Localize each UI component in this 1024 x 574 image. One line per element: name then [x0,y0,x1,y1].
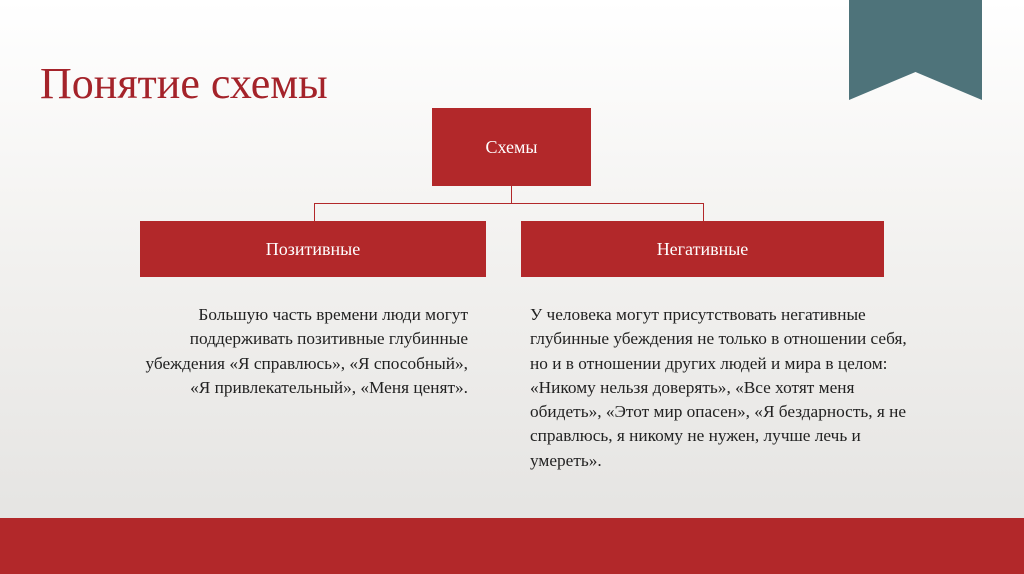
text-line: глубинные убеждения не только в отношении себя, [530,329,907,349]
diagram-root-box [432,108,591,186]
text-line: «Никому нельзя доверять», «Все хотят меня [530,377,855,397]
text-line: умереть». [530,450,602,470]
connector-right [703,203,704,221]
text-line: «Я привлекательный», «Меня ценят». [190,377,468,397]
slide-title: Понятие схемы [40,59,328,108]
diagram-negative-box [521,221,884,277]
connector-vertical-root [511,186,512,204]
diagram-root-label: Схемы [485,136,538,157]
text-line: убеждения «Я справлюсь», «Я способный», [145,353,468,373]
text-line: Большую часть времени люди могут [198,305,468,324]
diagram-positive-box [140,221,486,277]
diagram-positive-label: Позитивные [265,238,361,259]
diagram-negative-label: Негативные [656,238,749,259]
text-line: У человека могут присутствовать негативные [530,305,866,324]
text-line: справлюсь, я никому не нужен, лучше лечь и [530,426,861,446]
text-line: обидеть», «Этот мир опасен», «Я бездарность, я не [530,402,907,422]
connector-horizontal [314,203,704,204]
text-line: поддерживать позитивные глубинные [189,329,468,349]
negative-description [530,303,970,473]
connector-left [314,203,315,221]
text-line: но и в отношении других людей и мира в целом: [530,353,888,373]
bookmark-icon [849,0,982,100]
footer-band [0,518,1024,574]
positive-description [100,303,468,400]
